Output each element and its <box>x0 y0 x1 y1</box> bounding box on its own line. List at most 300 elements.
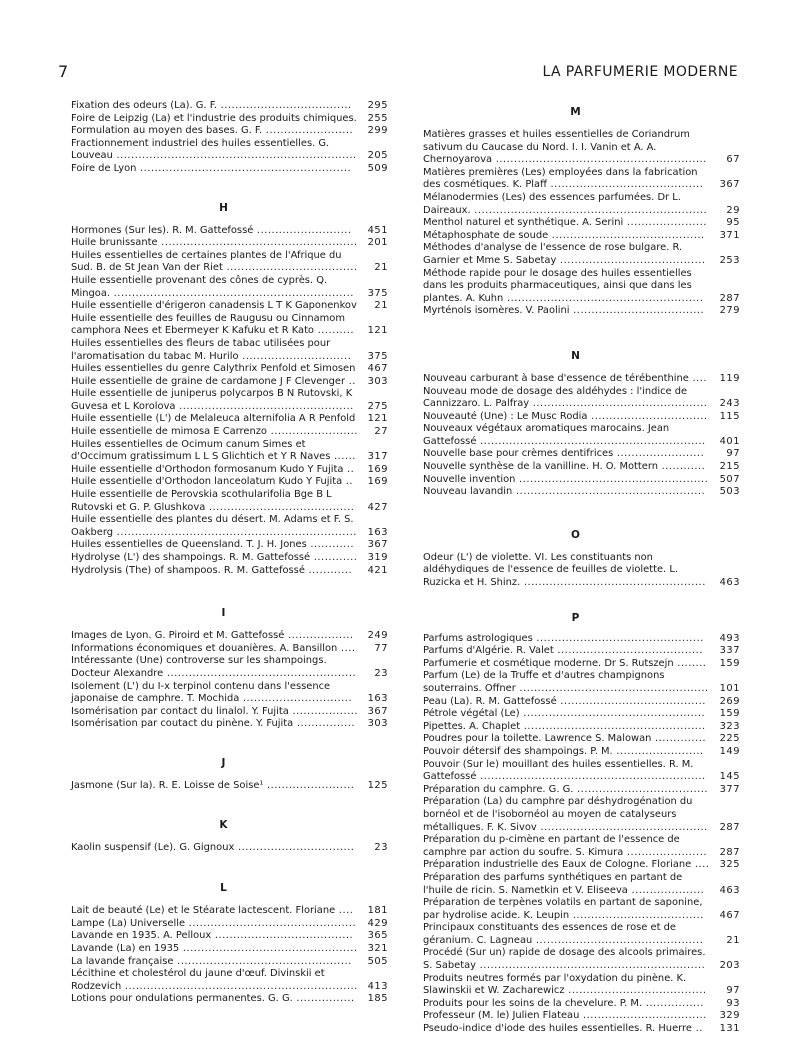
index-entry <box>411 733 740 746</box>
index-section-p <box>411 612 740 1036</box>
index-entry <box>411 998 740 1011</box>
index-section-l <box>59 882 388 1006</box>
index-entry <box>59 706 388 719</box>
entry-page-number: 275 <box>367 400 388 412</box>
entry-page-number: 319 <box>367 552 388 563</box>
leader-dots: .................................................... <box>512 486 706 498</box>
entry-title: Lécithine et cholestérol du jaune d'œuf. Divinskii et Rodzevich <box>71 968 325 992</box>
entry-title: Lavande en 1935. A. Pelloux <box>71 930 212 942</box>
leader-dots: ................................................ <box>529 398 708 410</box>
entry-title: Nouvelle base pour crèmes dentifrices <box>423 448 614 460</box>
entry-title: Odeur (L') de violette. VI. Les constituants non aldéhydiques de l'essence de feuilles de violette. L. Ruzicka et H. Shinz. <box>423 551 678 589</box>
entry-title: Isomérisation par contact du linalol. Y. Fujita <box>71 705 289 717</box>
entry-page-number: 93 <box>726 997 740 1009</box>
entry-page-number: 97 <box>726 985 740 997</box>
leader-dots: .... <box>688 372 708 384</box>
index-section-h <box>59 202 388 578</box>
index-entry <box>411 268 740 306</box>
entry-title: Hydrolysis (The) of shampoos. R. M. Gattefossé <box>71 564 305 576</box>
index-entry <box>411 474 740 487</box>
index-entry <box>411 670 740 695</box>
leader-dots: .................................................. <box>519 708 706 720</box>
index-entry <box>59 539 388 552</box>
entry-page-number: 503 <box>719 486 740 498</box>
index-entry <box>411 708 740 721</box>
index-entry <box>411 423 740 448</box>
index-entry <box>411 192 740 217</box>
entry-page-number: 451 <box>367 224 388 236</box>
leader-dots: .............................. <box>239 693 353 705</box>
entry-page-number: 401 <box>719 435 740 447</box>
entry-title: Pipettes. A. Chaplet <box>423 720 521 732</box>
entry-title: Parfumerie et cosmétique moderne. Dr S. Rutszejn <box>423 657 674 669</box>
entry-title: Huiles essentielles des fleurs de tabac utilisées pour l'aromatisation du tabac M. Hurilo <box>71 337 331 362</box>
entry-title: Huile essentielle de juniperus polycarpos B N Rutovski, K Guvesa et L Korolova <box>71 388 353 412</box>
index-entry <box>59 100 388 113</box>
entry-page-number: 337 <box>719 645 740 657</box>
leader-dots: .............................................. <box>532 632 704 644</box>
leader-dots: ................ <box>642 997 704 1009</box>
entry-page-number: 463 <box>719 884 740 896</box>
entry-title: Jasmone (Sur la). R. E. Loisse de Soise¹ <box>71 779 264 791</box>
index-section-i <box>59 607 388 731</box>
entry-page-number: 279 <box>719 305 740 317</box>
index-entry <box>411 897 740 922</box>
entry-title: Lait de beauté (Le) et le Stéarate lactescent. Floriane <box>71 905 336 917</box>
leader-dots: .............................................. <box>536 821 708 833</box>
entry-page-number: 367 <box>719 179 740 191</box>
leader-dots: ........ <box>673 657 707 669</box>
index-entry <box>59 968 388 993</box>
entry-page-number: 287 <box>719 846 740 858</box>
entry-title: Huile brunissante <box>71 237 158 249</box>
leader-dots: .. <box>343 463 355 475</box>
entry-title: Métaphosphate de soude <box>423 229 549 241</box>
leader-dots: .................................... <box>573 783 709 795</box>
index-entry <box>411 448 740 461</box>
index-entry <box>59 643 388 656</box>
entry-title: Huile essentielle de Perovskia scothularifolia Bge B L Rutovski et G. P. Glushkova <box>71 489 332 513</box>
leader-dots: .................................... <box>222 262 358 274</box>
entry-title: Préparation du camphre. G. G. <box>423 783 574 795</box>
entry-page-number: 225 <box>719 733 740 745</box>
index-entry <box>59 225 388 238</box>
entry-title: Nouveau carburant à base d'essence de térébenthine <box>423 372 689 384</box>
index-entry <box>59 113 388 126</box>
entry-title: Huile essentielle de mimosa E Carrenzo <box>71 426 267 438</box>
leader-dots: .................................... <box>569 305 705 317</box>
section-letter: L <box>220 882 227 895</box>
entry-page-number: 493 <box>719 632 740 644</box>
index-entry <box>59 514 388 539</box>
section-letter: M <box>570 106 581 118</box>
index-entry <box>411 552 740 590</box>
entry-page-number: 429 <box>367 917 388 929</box>
entry-page-number: 185 <box>367 993 388 1005</box>
entry-page-number: 303 <box>367 718 388 730</box>
entry-title: Produits neutres formés par l'oxydation du pinène. K. Slawinskii et W. Zacharewicz <box>423 972 687 997</box>
entry-title: Huile essentielle d'Orthodon formosanum Kudo Y Fujita <box>71 463 344 475</box>
entry-page-number: 371 <box>719 229 740 241</box>
index-entry <box>411 922 740 947</box>
entry-page-number: 97 <box>726 448 740 460</box>
entry-title: Foire de Leipzig (La) et l'industrie des produits chimiques. <box>71 112 357 124</box>
entry-page-number: 377 <box>719 783 740 795</box>
entry-title: Nouveau mode de dosage des aldéhydes : l'indice de Cannizzaro. L. Palfray <box>423 385 688 410</box>
leader-dots: .... <box>337 642 356 654</box>
entry-title: Huiles essentielles de Queensland. T. J. H. Jones <box>71 539 307 551</box>
entry-title: Nouveauté (Une) : Le Musc Rodia <box>423 410 588 422</box>
entry-title: Huile essentielle d'Orthodon lanceolatum Kudo Y Fujita <box>71 476 343 488</box>
entry-page-number: 95 <box>726 217 740 229</box>
index-entry <box>59 464 388 477</box>
index-entry <box>59 125 388 138</box>
entry-title: Pouvoir détersif des shampoings. P. M. <box>423 745 613 757</box>
entry-title: Procédé (Sur un) rapide de dosage des alcools primaires. S. Sabetay <box>423 947 706 972</box>
leader-dots: ...................................................... <box>503 292 704 304</box>
leader-dots: .. <box>342 476 354 488</box>
entry-title: Nouveau lavandin <box>423 486 513 498</box>
index-entry <box>411 973 740 998</box>
leader-dots: .............................................................. <box>476 435 706 447</box>
entry-title: Kaolin suspensif (Le). G. Gignoux <box>71 841 235 853</box>
index-entry <box>411 859 740 872</box>
index-entry <box>59 489 388 514</box>
entry-title: La lavande française <box>71 955 174 967</box>
section-letter: H <box>219 201 228 214</box>
entry-title: Fixation des odeurs (La). G. F. <box>71 100 217 111</box>
index-entry <box>59 655 388 680</box>
entry-title: Huile essentielle de graine de cardamone J F Clevenger <box>71 375 346 387</box>
running-title: LA PARFUMERIE MODERNE <box>542 64 738 80</box>
entry-page-number: 77 <box>374 642 388 654</box>
index-entry <box>411 411 740 424</box>
entry-title: Lotions pour ondulations permanentes. G. G. <box>71 993 293 1005</box>
leader-dots: .................................................... <box>515 473 709 485</box>
entry-page-number: 149 <box>719 745 740 757</box>
leader-dots: .................................................................. <box>112 150 357 162</box>
index-entry <box>411 834 740 859</box>
leader-dots: .................................................... <box>163 667 357 679</box>
leader-dots: .............................. <box>238 350 352 362</box>
entry-page-number: 115 <box>719 410 740 422</box>
leader-dots: ............ <box>304 564 353 576</box>
leader-dots: .................................................. <box>520 720 706 732</box>
leader-dots: ........................................ <box>556 254 706 266</box>
index-entry <box>411 746 740 759</box>
entry-page-number: 329 <box>719 1010 740 1022</box>
leader-dots: ........................ <box>613 448 705 460</box>
index-entry <box>411 486 740 499</box>
entry-title: Fractionnement industriel des huiles essentielles. G. Louveau <box>71 137 330 162</box>
leader-dots: ................................ <box>234 841 355 853</box>
index-entry <box>59 780 388 793</box>
entry-title: Préparation de terpènes volatils en partant de saponine, par hydrolise acide. K. Leupin <box>423 897 703 921</box>
entry-page-number: 215 <box>719 461 740 473</box>
entry-page-number: 467 <box>367 363 388 375</box>
leader-dots: .................................................................. <box>113 526 357 538</box>
entry-title: Lavande (La) en 1935 <box>71 942 180 954</box>
entry-title: Nouveaux végétaux aromatiques marocains. Jean Gattefossé <box>423 423 670 447</box>
index-entry <box>411 696 740 709</box>
leader-dots: .............................................. <box>532 934 704 946</box>
entry-title: Nouvelle invention <box>423 473 516 485</box>
index-entry <box>59 905 388 918</box>
leader-dots: ................................................................ <box>470 204 708 216</box>
entry-page-number: 303 <box>367 375 388 387</box>
entry-title: Huile essentielle des feuilles de Raugusu ou Cinnamom camphora Nees et Ebermeyer K Kafuku et R Kato <box>71 312 345 337</box>
entry-page-number: 27 <box>374 426 388 438</box>
page-number: 7 <box>58 62 69 81</box>
index-entry <box>59 918 388 931</box>
entry-page-number: 201 <box>367 237 388 249</box>
leader-dots: ........................................ <box>556 695 706 707</box>
leader-dots: ........................ <box>263 779 355 791</box>
index-entry <box>59 439 388 464</box>
entry-page-number: 467 <box>719 909 740 921</box>
leader-dots: ...................................... <box>211 930 354 942</box>
section-letter: P <box>571 611 580 624</box>
index-entry <box>411 129 740 167</box>
entry-title: Intéressante (Une) controverse sur les shampoings. Docteur Alexandre <box>71 655 327 679</box>
entry-page-number: 375 <box>367 287 388 299</box>
entry-page-number: 159 <box>719 708 740 720</box>
index-section-top <box>59 100 388 176</box>
index-entry <box>59 376 388 389</box>
leader-dots: .......................................................... <box>136 162 352 174</box>
leader-dots: ...................................................... <box>157 237 358 249</box>
entry-page-number: 323 <box>719 720 740 732</box>
entry-title: Huiles essentielles de certaines plantes de l'Afrique du Sud. B. de St Jean Van der Riet <box>71 249 342 274</box>
entry-page-number: 253 <box>719 254 740 266</box>
entry-page-number: 21 <box>374 300 388 312</box>
index-entry <box>411 759 740 784</box>
left-column <box>59 100 388 1020</box>
index-entry <box>411 230 740 243</box>
index-entry <box>59 237 388 250</box>
leader-dots: ................ <box>292 993 355 1005</box>
leader-dots: ........................................ <box>205 501 355 513</box>
entry-page-number: 21 <box>726 934 740 946</box>
index-entry <box>411 373 740 386</box>
index-entry <box>411 1010 740 1023</box>
entry-title: Matières premières (Les) employées dans la fabrication des cosmétiques. K. Plaff <box>423 166 698 191</box>
entry-title: Peau (La). R. M. Gattefossé <box>423 695 557 707</box>
entry-page-number: 169 <box>367 463 388 475</box>
section-letter: I <box>221 607 226 620</box>
section-letter: K <box>219 818 228 831</box>
entry-title: Poudres pour la toilette. Lawrence S. Malowan <box>423 733 652 745</box>
entry-title: Huile essentielle provenant des cônes de cyprès. Q. Mingoa. <box>71 274 328 299</box>
entry-page-number: 375 <box>367 350 388 362</box>
entry-title: Parfums astrologiques <box>423 632 533 644</box>
index-entry <box>411 1023 740 1036</box>
entry-page-number: 269 <box>719 695 740 707</box>
leader-dots: ...... <box>330 451 356 463</box>
leader-dots: .. <box>691 1023 703 1035</box>
entry-page-number: 287 <box>719 292 740 304</box>
index-entry <box>59 476 388 489</box>
index-section-n <box>411 350 740 499</box>
index-entry <box>59 363 388 376</box>
entry-title: Myrténols isomères. V. Paolini <box>423 305 570 317</box>
entry-title: Méthode rapide pour le dosage des huiles essentielles dans les produits pharmaceutiques, ainsi que dans les plantes. A. Kuhn <box>423 267 692 304</box>
entry-title: Huile essentielle (L') de Melaleuca alternifolia A R Penfold <box>71 413 356 425</box>
entry-title: Produits pour les soins de la chevelure. P. M. <box>423 997 643 1009</box>
leader-dots: ........................ <box>266 426 358 438</box>
entry-title: Pétrole végétal (Le) <box>423 708 520 720</box>
entry-page-number: 23 <box>374 841 388 853</box>
index-entry <box>411 633 740 646</box>
index-entry <box>59 250 388 275</box>
entry-title: Huiles essentielles du genre Calythrix Penfold et Simosen <box>71 363 356 375</box>
entry-page-number: 249 <box>367 630 388 642</box>
entry-title: Méthodes d'analyse de l'essence de rose bulgare. R. Garnier et Mme S. Sabetay <box>423 242 683 266</box>
entry-title: Professeur (M. le) Julien Flateau <box>423 1010 580 1022</box>
leader-dots: ................................ <box>587 410 708 422</box>
entry-page-number: 507 <box>719 473 740 485</box>
leader-dots: ............ <box>306 539 355 551</box>
entry-title: Huiles essentielles de Ocimum canum Simes et d'Occimum gratissimum L L S Glichtich et Y R Naves <box>71 438 331 463</box>
entry-title: Huile essentielle d'érigeron canadensis L T K Gaponenkov <box>71 300 357 312</box>
index-entry <box>59 275 388 300</box>
entry-page-number: 505 <box>367 955 388 967</box>
index-entry <box>59 930 388 943</box>
entry-page-number: 367 <box>367 539 388 551</box>
leader-dots: .............. <box>651 733 706 745</box>
index-entry <box>59 313 388 338</box>
index-entry <box>411 947 740 972</box>
leader-dots: .................................... <box>569 909 704 921</box>
leader-dots: ............ <box>657 461 706 473</box>
entry-title: Lampe (La) Universelle <box>71 917 186 929</box>
leader-dots: .................................... <box>216 100 352 111</box>
entry-title: Pseudo-indice d'iode des huiles essentielles. R. Huerre <box>423 1023 692 1035</box>
entry-page-number: 243 <box>719 398 740 410</box>
leader-dots: .............................................................. <box>476 771 706 783</box>
leader-dots: .................. <box>284 630 354 642</box>
entry-page-number: 421 <box>367 564 388 576</box>
entry-page-number: 169 <box>367 476 388 488</box>
index-entry <box>59 138 388 163</box>
entry-title: Hydrolyse (L') des shampoings. R. M. Gattefossé <box>71 552 311 563</box>
entry-page-number: 413 <box>367 980 388 992</box>
leader-dots: ................................................................ <box>121 980 358 992</box>
index-entry <box>59 163 388 176</box>
entry-page-number: 287 <box>719 821 740 833</box>
index-entry <box>411 784 740 797</box>
leader-dots: ........................ <box>612 745 704 757</box>
leader-dots: .... <box>335 905 354 917</box>
index-entry <box>59 388 388 413</box>
entry-title: Menthol naturel et synthétique. A. Serini <box>423 217 624 229</box>
entry-page-number: 125 <box>367 779 388 791</box>
entry-title: Mélanodermies (Les) des essences parfumées. Dr L. Daireaux. <box>423 191 681 216</box>
entry-title: Parfum (Le) de la Truffe et d'autres champignons souterrains. Offner <box>423 670 665 694</box>
entry-page-number: 101 <box>719 683 740 694</box>
index-section-k <box>59 819 388 855</box>
leader-dots: .................. <box>288 705 358 717</box>
leader-dots: ............ <box>310 552 358 563</box>
entry-page-number: 365 <box>367 930 388 942</box>
entry-page-number: 427 <box>367 501 388 513</box>
index-entry <box>411 386 740 411</box>
index-entry <box>59 718 388 731</box>
entry-page-number: 29 <box>726 204 740 216</box>
leader-dots: .................................................. <box>520 577 706 589</box>
entry-title: Images de Lyon. G. Piroird et M. Gattefossé <box>71 630 285 642</box>
entry-page-number: 321 <box>367 942 388 954</box>
entry-page-number: 325 <box>719 859 740 871</box>
entry-title: Préparation industrielle des Eaux de Cologne. Floriane <box>423 859 692 871</box>
entry-page-number: 299 <box>367 125 388 137</box>
entry-title: Parfums d'Algérie. R. Valet <box>423 645 554 657</box>
index-entry <box>59 681 388 706</box>
section-letter: J <box>221 756 226 769</box>
entry-title: Préparation (La) du camphre par déshydrogénation du bornéol et de l'isobornéol au moyen de catalyseurs métalliques. F. K. Sivov <box>423 796 693 833</box>
index-entry <box>59 413 388 426</box>
leader-dots: .................................................................. <box>110 287 354 299</box>
entry-title: Isomérisation par coutact du pinène. Y. Fujita <box>71 718 294 730</box>
leader-dots: .................................. <box>579 1010 707 1022</box>
index-entry <box>59 993 388 1006</box>
index-entry <box>411 645 740 658</box>
index-entry <box>59 842 388 855</box>
entry-page-number: 21 <box>374 262 388 274</box>
leader-dots: ................................................ <box>179 942 358 954</box>
index-entry <box>59 552 388 565</box>
entry-page-number: 203 <box>719 960 740 972</box>
index-entry <box>59 300 388 313</box>
entry-title: Pouvoir (Sur le) mouillant des huiles essentielles. R. M. Gattefossé <box>423 758 694 783</box>
leader-dots: ................................................ <box>175 400 354 412</box>
entry-page-number: 23 <box>374 667 388 679</box>
leader-dots: .......... <box>313 325 355 337</box>
index-entry <box>59 943 388 956</box>
section-letter: O <box>571 528 580 541</box>
index-section-o <box>411 529 740 590</box>
leader-dots: .......................................... <box>546 179 704 191</box>
index-entry <box>411 796 740 834</box>
index-entry <box>411 658 740 671</box>
entry-page-number: 181 <box>367 905 388 917</box>
leader-dots: .. <box>345 375 356 387</box>
entry-page-number: 509 <box>367 162 388 174</box>
entry-page-number: 163 <box>367 693 388 705</box>
index-entry <box>411 461 740 474</box>
index-entry <box>59 630 388 643</box>
entry-page-number: 317 <box>367 451 388 463</box>
entry-title: Formulation au moyen des bases. G. F. <box>71 125 263 137</box>
index-entry <box>59 426 388 439</box>
leader-dots: ...................... <box>623 846 707 858</box>
entry-page-number: 163 <box>367 526 388 538</box>
leader-dots: ........................ <box>262 125 354 137</box>
entry-title: Hormones (Sur les). R. M. Gattefossé <box>71 224 254 236</box>
leader-dots: ................................................ <box>173 955 352 967</box>
leader-dots: .............................................. <box>185 917 357 929</box>
leader-dots: .... <box>691 859 710 871</box>
leader-dots: ...................... <box>623 217 707 229</box>
entry-title: Principaux constituants des essences de rose et de géranium. C. Lagneau <box>423 922 676 946</box>
entry-page-number: 255 <box>367 112 388 124</box>
leader-dots: ........................................ <box>553 645 703 657</box>
entry-title: Informations économiques et douanières. A. Bansillon <box>71 642 338 654</box>
index-section-m <box>411 106 740 318</box>
leader-dots: .......................................... <box>548 229 705 241</box>
entry-page-number: 131 <box>719 1023 740 1035</box>
entry-page-number: 205 <box>367 150 388 162</box>
